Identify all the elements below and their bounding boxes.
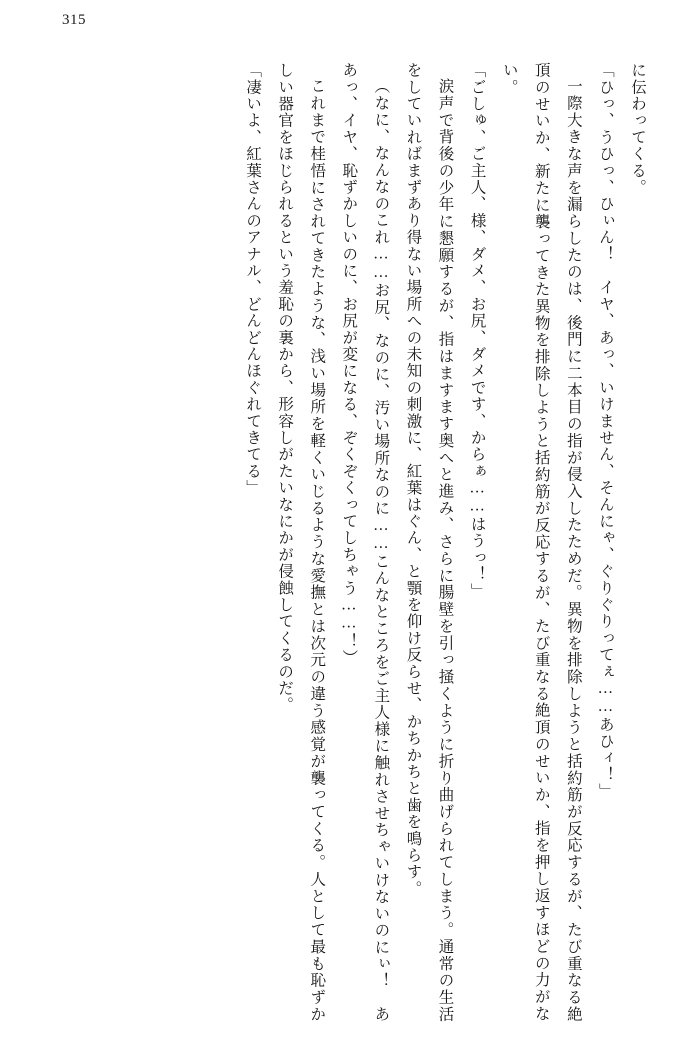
body-paragraph: 「凄いよ、紅葉さんのアナル、どんどんほぐれてきてる」 [244, 62, 262, 497]
page-body-text [34, 62, 653, 1022]
body-paragraph: これまで桂悟にされてきたような、浅い場所を軽くいじるような愛撫とは次元の違う感覚が襲ってくる。人として最も恥ずかしい器官をほじられるという羞恥の裏から、形容しがたいなにかが侵蝕してくるのだ。 [276, 62, 326, 1022]
body-paragraph: 涙声で背後の少年に懇願するが、指はますます奥へと進み、さらに腸壁を引っ掻くように折り曲げられてしまう。通常の生活をしていればまずあり得ない場所への未知の刺激に、紅葉はぐん、と顎を仰け反らせ、かちかちと歯を鳴らす。 [404, 62, 454, 1022]
body-paragraph: に伝わってくる。 [629, 62, 646, 196]
body-paragraph: （なに、なんなのこれ……お尻、なのに、汚い場所なのに……こんなところをご主人様に触れさせちゃいけないのにぃ！ ああっ、イヤ、恥ずかしいのに、お尻が変になる、ぞくぞくってしちゃう……！） [340, 62, 390, 1022]
page-number: 315 [62, 12, 86, 28]
body-paragraph: 「ごしゅ、ご主人、様、ダメ、お尻、ダメです、からぁ……はうっ！」 [468, 62, 486, 600]
body-paragraph: 一際大きな声を漏らしたのは、後門に二本目の指が侵入したためだ。異物を排除しようと括約筋が反応するが、たび重なる絶頂のせいか、新たに襲ってきた異物を排除しようと括約筋が反応するが、たび重なる絶頂のせいか、指を押し返すほどの力がない。 [500, 62, 582, 1022]
body-paragraph: 「ひっ、うひっ、ひぃん！ イヤ、あっ、いけません、そんにゃ、ぐりぐりってぇ……あひィ！」 [596, 62, 614, 800]
